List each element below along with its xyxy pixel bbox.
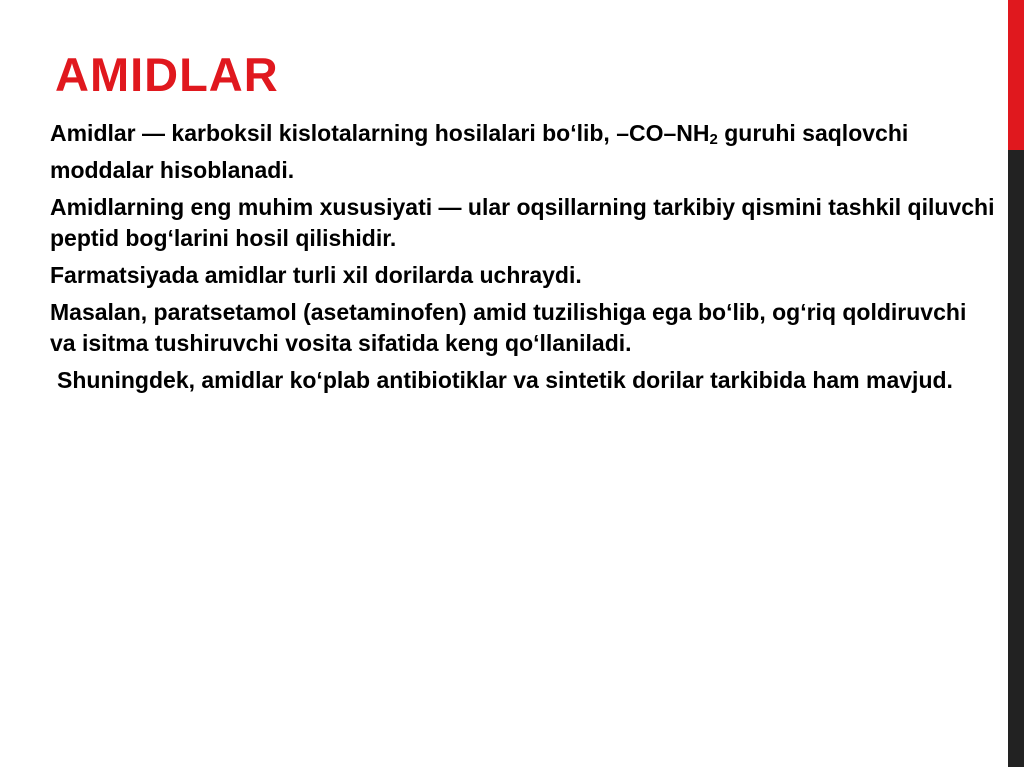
formula-main: –CO–NH [616,120,710,146]
accent-bar-dark [1008,150,1024,767]
paragraph-definition-start: Amidlar — karboksil kislotalarning hosilalari bo‘lib, [50,120,617,146]
slide-body [50,118,995,396]
paragraph-definition [50,118,995,186]
accent-bar-red [1008,0,1024,150]
amide-group-formula [616,120,718,146]
paragraph-definition-end: guruhi saqlovchi moddalar hisoblanadi. [50,120,909,183]
formula-subscript: 2 [709,131,718,148]
slide-title: AMIDLAR [55,48,279,101]
paragraph-antibiotics: Shuningdek, amidlar ko‘plab antibiotiklar va sintetik dorilar tarkibida ham mavjud. [57,367,953,393]
paragraph-property: Amidlarning eng muhim xususiyati — ular oqsillarning tarkibiy qismini tashkil qiluvchi peptid bog‘larini hosil qilishidir. [50,194,995,251]
paragraph-example: Masalan, paratsetamol (asetaminofen) amid tuzilishiga ega bo‘lib, og‘riq qoldiruvchi va isitma tushiruvchi vosita sifatida keng qo‘llaniladi. [50,299,967,356]
paragraph-pharmacy: Farmatsiyada amidlar turli xil dorilarda uchraydi. [50,262,582,288]
